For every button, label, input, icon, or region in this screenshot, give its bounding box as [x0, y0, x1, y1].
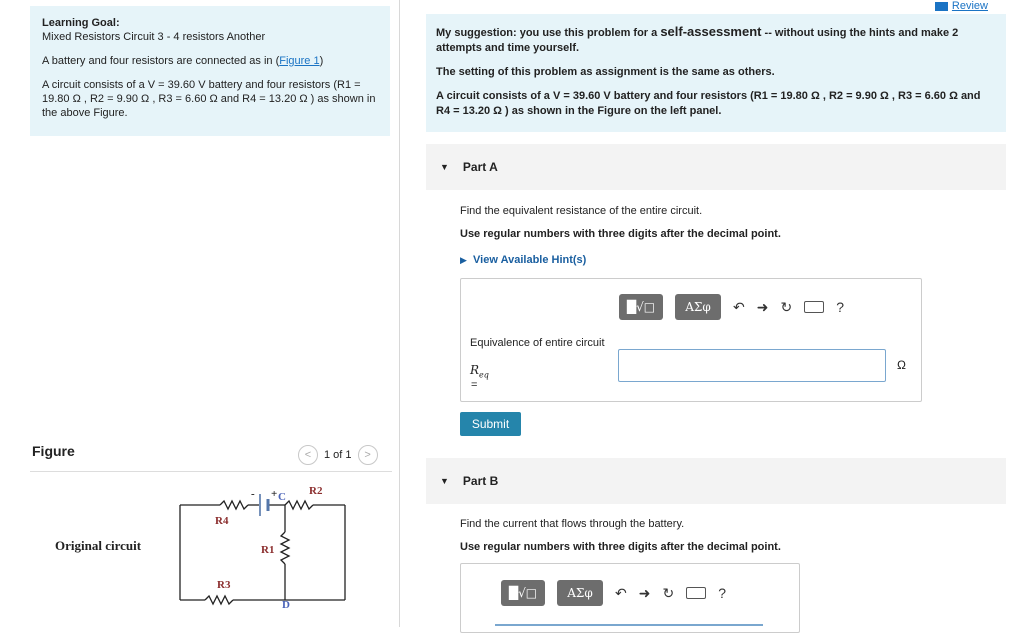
view-hints-link[interactable] [460, 254, 586, 266]
figure-link[interactable]: Figure 1 [279, 55, 320, 67]
node-c-label: C [278, 491, 286, 503]
suggestion-text-a: My suggestion: you use this problem for a [436, 27, 661, 39]
r1-label: R1 [261, 544, 275, 556]
circuit-diagram [175, 480, 355, 615]
redo-icon[interactable]: ➜ [638, 584, 651, 601]
suggestion-line-2: The setting of this problem as assignment is the same as others. [436, 66, 775, 78]
r4-label: R4 [215, 515, 229, 527]
goal-subtitle: Mixed Resistors Circuit 3 - 4 resistors Another [42, 31, 266, 43]
part-a-header[interactable] [426, 144, 1006, 190]
goal-title: Learning Goal: [42, 17, 120, 29]
suggestion-box [426, 14, 1006, 132]
part-b-title: Part B [462, 474, 499, 488]
help-button[interactable]: ? [836, 299, 844, 315]
undo-icon[interactable]: ↶ [733, 298, 745, 315]
battery-plus: + [271, 488, 278, 500]
keyboard-icon[interactable] [804, 301, 824, 313]
req-input[interactable] [618, 349, 886, 382]
goal-intro-text: A battery and four resistors are connected as in ( [42, 55, 280, 67]
right-panel [404, 0, 1024, 627]
math-toolbar-b [501, 580, 726, 606]
goal-intro-end: ) [319, 55, 324, 67]
math-toolbar [619, 294, 844, 320]
reset-icon[interactable]: ↻ [662, 584, 675, 601]
goal-setup: A circuit consists of a V = 39.60 V battery and four resistors (R1 = 19.80 Ω , R2 = 9.90 Ω , R3 = 6.60 Ω and R4 = 13.20 Ω ) as shown in the above Figure. [42, 79, 376, 119]
pager-text: 1 of 1 [324, 449, 352, 461]
figure-caption: Original circuit [55, 538, 142, 553]
greek-symbols-button[interactable]: ΑΣφ [675, 294, 721, 320]
req-variable [470, 363, 489, 379]
suggestion-text-b: -- without using the hints and make 2 attempts and time yourself. [436, 27, 959, 54]
part-b-answer-box [460, 563, 800, 633]
goal-intro [42, 54, 378, 68]
reset-icon[interactable]: ↻ [780, 298, 793, 315]
equals-sign: = [471, 379, 478, 391]
equivalence-label: Equivalence of entire circuit [470, 337, 605, 349]
figure-header [30, 442, 392, 472]
greek-symbols-button[interactable]: ΑΣφ [557, 580, 603, 606]
left-panel [0, 0, 400, 627]
req-sub: eq [479, 370, 489, 380]
review-link[interactable] [935, 0, 988, 12]
part-a-answer-box [460, 278, 922, 402]
part-b-instruction: Use regular numbers with three digits after the decimal point. [460, 541, 781, 553]
part-b-header[interactable] [426, 458, 1006, 504]
collapse-icon: ▼ [440, 476, 449, 486]
prev-figure-button[interactable]: < [298, 445, 318, 465]
req-main: R [470, 363, 480, 377]
expand-hint-icon: ▶ [460, 255, 467, 265]
part-a-question: Find the equivalent resistance of the entire circuit. [460, 205, 703, 217]
r3-label: R3 [217, 579, 231, 591]
undo-icon[interactable]: ↶ [615, 584, 627, 601]
self-assessment-text: self-assessment [660, 24, 762, 39]
review-icon [935, 2, 948, 11]
r2-label: R2 [309, 485, 323, 497]
part-a-instruction: Use regular numbers with three digits after the decimal point. [460, 228, 781, 240]
figure-label: Figure [32, 443, 75, 459]
ohm-unit: Ω [897, 358, 906, 372]
template-button[interactable]: █√□ [619, 294, 663, 320]
suggestion-line-3: A circuit consists of a V = 39.60 V battery and four resistors (R1 = 19.80 Ω , R2 = 9.90 Ω , R3 = 6.60 Ω and R4 = 13.20 Ω ) as shown in the Figure on the left panel. [436, 90, 981, 117]
figure-pager [298, 445, 378, 465]
part-b-question: Find the current that flows through the battery. [460, 518, 685, 530]
redo-icon[interactable]: ➜ [756, 298, 769, 315]
hint-label: View Available Hint(s) [473, 254, 587, 266]
part-b-input-edge[interactable] [495, 624, 763, 626]
submit-button[interactable]: Submit [460, 412, 521, 436]
learning-goal-box [30, 6, 390, 136]
next-figure-button[interactable]: > [358, 445, 378, 465]
battery-minus: - [251, 488, 255, 500]
help-button[interactable]: ? [718, 585, 726, 601]
keyboard-icon[interactable] [686, 587, 706, 599]
node-d-label: D [282, 599, 290, 611]
suggestion-line-1 [436, 24, 996, 56]
template-button[interactable]: █√□ [501, 580, 545, 606]
part-a-title: Part A [462, 160, 498, 174]
review-label: Review [951, 0, 988, 12]
collapse-icon: ▼ [440, 162, 449, 172]
